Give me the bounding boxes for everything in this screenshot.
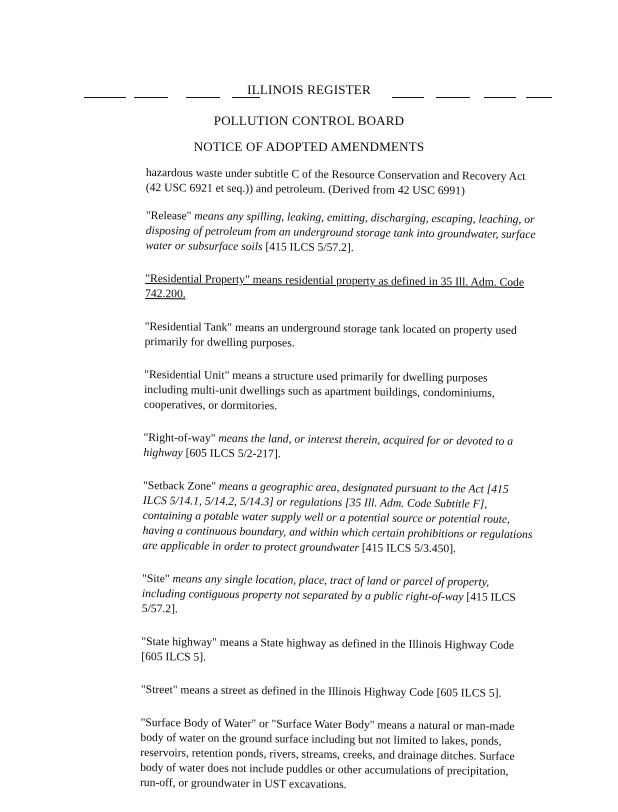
definition-release	[146, 208, 536, 257]
definition-right-of-way	[143, 430, 533, 464]
definition-citation: [605 ILCS 5/2-217].	[183, 446, 281, 460]
definition-term: "Release"	[146, 209, 192, 222]
definition-street	[141, 682, 531, 701]
definition-body: means an underground storage tank located on property used primarily for dwelling purposes.	[145, 321, 517, 350]
definition-body: means any spilling, leaking, emitting, discharging, escaping, leaching, or disposing of petroleum from an underground storage tank into groundwater, surface water or subsurface soils	[146, 209, 536, 253]
definition-body: means a natural or man-made body of water on the ground surface including but not limited to lakes, ponds, reservoirs, retention ponds, rivers, streams, creeks, and drainage ditches. Surface body of water does not include puddles or other accumulations of precipitation, run-off, or groundwater in UST excavations.	[140, 718, 515, 791]
definition-body: means the land, or interest therein, acquired for or devoted to a highway	[143, 432, 513, 460]
definition-citation: [415 ILCS 5/57.2].	[262, 240, 353, 254]
register-title: ILLINOIS REGISTER	[0, 82, 618, 98]
definition-residential-property	[145, 271, 535, 305]
definition-term: "Residential Property"	[145, 272, 250, 286]
definition-residential-unit	[144, 367, 534, 416]
definition-state-highway	[141, 634, 531, 668]
definition-citation: [415 ILCS 5/3.450].	[359, 541, 456, 555]
definition-term: "Residential Tank"	[145, 320, 232, 334]
definition-setback-zone	[142, 478, 533, 557]
definition-body: means a geographic area, designated pursuant to the Act [415 ILCS 5/14.1, 5/14.2, 5/14.3] or regulations [35 Ill. Adm. Code Subtitle F], containing a potable water supply well or a potential source or potential route, having a continuous boundary, and within which certain prohibitions or regulations are applicable in order to protect groundwater	[142, 480, 532, 555]
definition-term: "Residential Unit"	[144, 368, 229, 382]
definition-term: "Street"	[141, 683, 178, 696]
board-title: POLLUTION CONTROL BOARD	[0, 113, 618, 129]
definition-residential-tank	[145, 319, 535, 353]
definition-citation: [605 ILCS 5].	[434, 686, 502, 700]
definition-body: means a State highway as defined in the Illinois Highway Code	[217, 636, 514, 652]
definitions-list	[140, 208, 536, 812]
definition-site	[142, 571, 532, 620]
definition-term: "Surface Body of Water" or "Surface Water Body"	[141, 716, 375, 731]
intro-text: hazardous waste under subtitle C of the Resource Conservation and Recovery Act (42 USC 6921 et seq.)) and petroleum. (Derived from 42 USC 6991)	[146, 165, 536, 199]
definition-citation: [415 ILCS 5/57.2].	[142, 590, 516, 615]
definition-term: "Right-of-way"	[144, 431, 216, 445]
definition-citation: [605 ILCS 5].	[141, 650, 206, 664]
definition-body: means residential property as defined in 35 Ill. Adm. Code 742.200.	[145, 273, 524, 300]
definition-body: means a street as defined in the Illinois Highway Code	[177, 683, 433, 699]
definition-body: means any single location, place, tract of land or parcel of property, including contiguous property not separated by a public right-of-way	[142, 572, 489, 603]
definition-term: "Setback Zone"	[143, 479, 216, 493]
definition-surface-body-of-water	[140, 715, 531, 794]
definition-term: "Site"	[142, 572, 170, 585]
definition-body: means a structure used primarily for dwelling purposes including multi-unit dwellings such as apartment buildings, condominiums, cooperatives, or dormitories.	[144, 369, 495, 413]
notice-title: NOTICE OF ADOPTED AMENDMENTS	[0, 139, 618, 155]
definition-term: "State highway"	[141, 635, 217, 649]
